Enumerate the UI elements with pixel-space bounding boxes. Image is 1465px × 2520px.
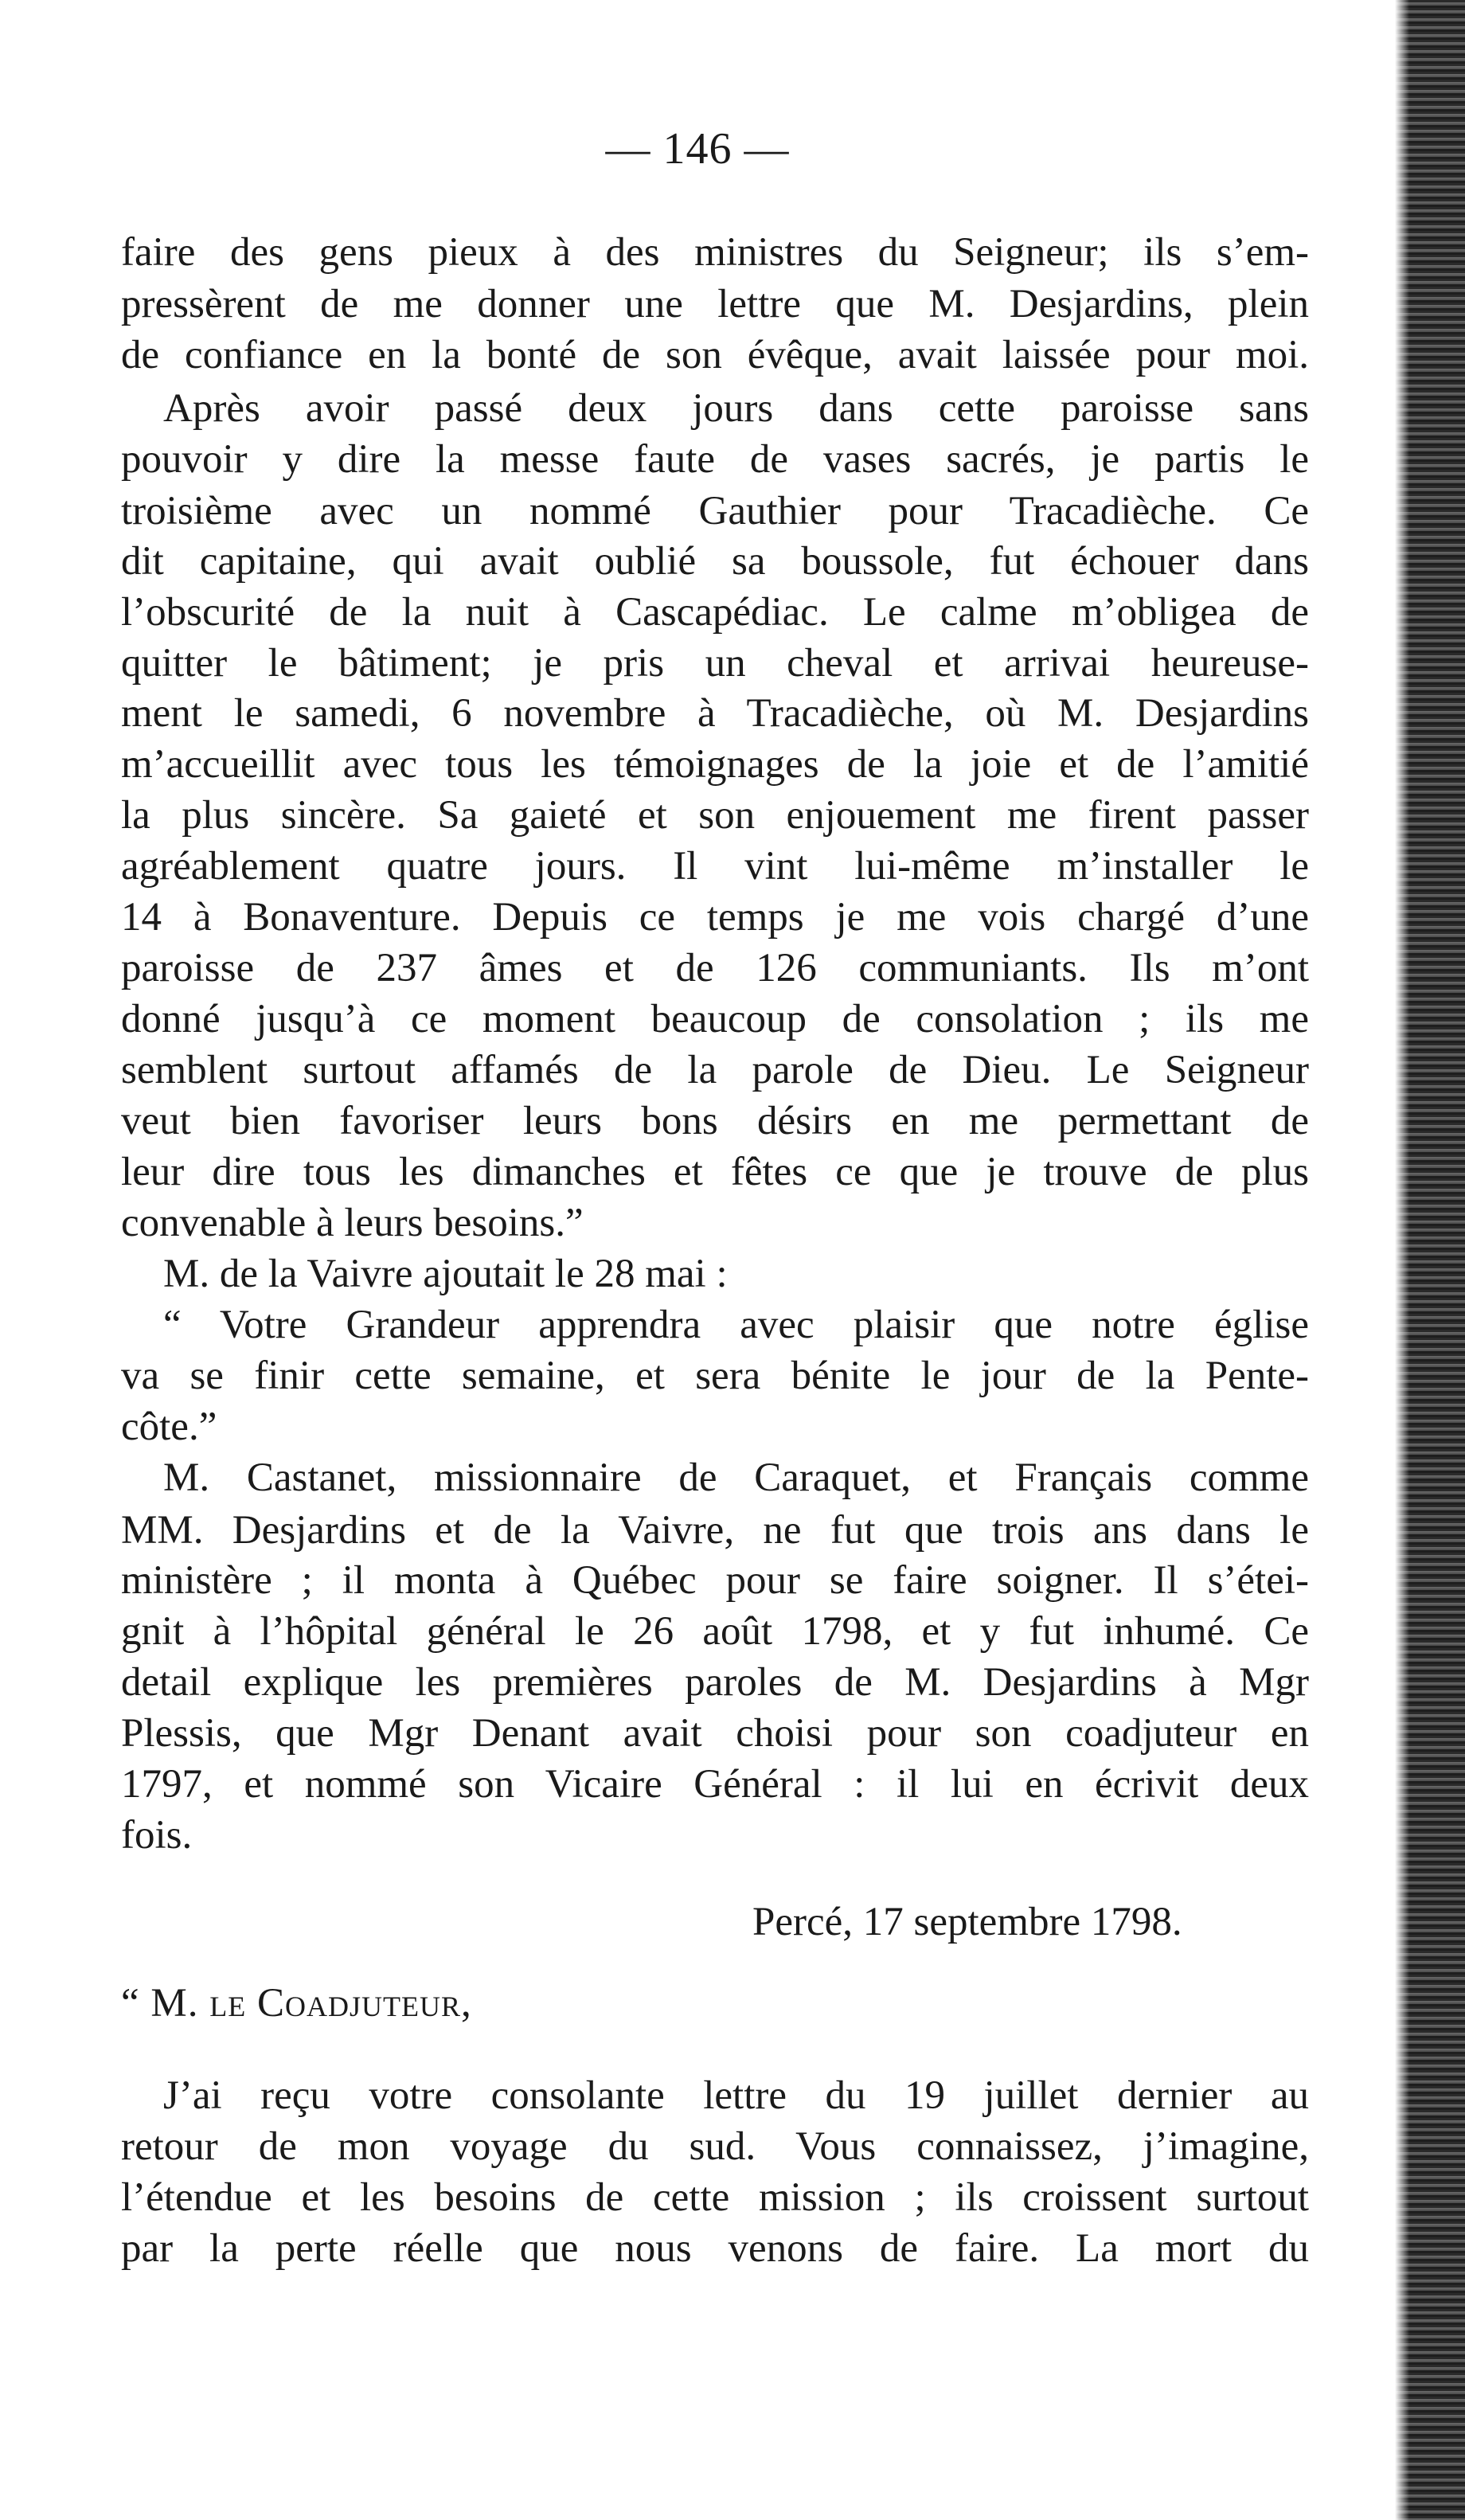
text-line: pouvoir y dire la messe faute de vases sacrés, je partis le xyxy=(121,437,1309,482)
text-line: la plus sincère. Sa gaieté et son enjouement me firent passer xyxy=(121,793,1309,838)
text-line: retour de mon voyage du sud. Vous connaissez, j’imagine, xyxy=(121,2124,1309,2169)
text-line: va se finir cette semaine, et sera bénite le jour de la Pente- xyxy=(121,1354,1309,1398)
text-line: gnit à l’hôpital général le 26 août 1798, et y fut inhumé. Ce xyxy=(121,1609,1309,1654)
text-line: de confiance en la bonté de son évêque, avait laissée pour moi. xyxy=(121,333,1309,377)
text-line: l’obscurité de la nuit à Cascapédiac. Le calme m’obligea de xyxy=(121,590,1309,635)
text-line: ment le samedi, 6 novembre à Tracadièche, où M. Desjardins xyxy=(121,691,1309,736)
text-line: MM. Desjardins et de la Vaivre, ne fut que trois ans dans le xyxy=(121,1508,1309,1553)
text-line: M. Castanet, missionnaire de Caraquet, et Français comme xyxy=(163,1455,1309,1500)
text-line: Après avoir passé deux jours dans cette paroisse sans xyxy=(163,386,1309,431)
text-line: l’étendue et les besoins de cette mission ; ils croissent surtout xyxy=(121,2175,1309,2220)
text-line: m’accueillit avec tous les témoignages de la joie et de l’amitié xyxy=(121,742,1309,787)
text-line: côte.” xyxy=(121,1405,217,1449)
text-line: donné jusqu’à ce moment beaucoup de consolation ; ils me xyxy=(121,997,1309,1041)
text-line: Percé, 17 septembre 1798. xyxy=(752,1900,1182,1944)
text-line: pressèrent de me donner une lettre que M. Desjardins, plein xyxy=(121,282,1309,326)
text-line: leur dire tous les dimanches et fêtes ce que je trouve de plus xyxy=(121,1150,1309,1194)
text-line: “ M. le Coadjuteur, xyxy=(121,1981,472,2026)
page-edge-shadow xyxy=(1395,0,1465,2520)
text-line: J’ai reçu votre consolante lettre du 19 juillet dernier au xyxy=(163,2073,1309,2118)
text-line: quitter le bâtiment; je pris un cheval et arrivai heureuse- xyxy=(121,641,1309,686)
text-line: faire des gens pieux à des ministres du Seigneur; ils s’em- xyxy=(121,230,1309,275)
text-line: M. de la Vaivre ajoutait le 28 mai : xyxy=(163,1252,728,1296)
text-line: semblent surtout affamés de la parole de Dieu. Le Seigneur xyxy=(121,1048,1309,1092)
text-line: dit capitaine, qui avait oublié sa boussole, fut échouer dans xyxy=(121,539,1309,584)
text-line: Plessis, que Mgr Denant avait choisi pour son coadjuteur en xyxy=(121,1711,1309,1756)
text-line: fois. xyxy=(121,1813,193,1858)
text-line: convenable à leurs besoins.” xyxy=(121,1201,584,1245)
text-line: ministère ; il monta à Québec pour se faire soigner. Il s’étei- xyxy=(121,1558,1309,1603)
page-number: — 146 — xyxy=(605,124,790,174)
text-line: “ Votre Grandeur apprendra avec plaisir que notre église xyxy=(163,1303,1309,1347)
text-line: paroisse de 237 âmes et de 126 communiants. Ils m’ont xyxy=(121,946,1309,990)
text-line: detail explique les premières paroles de M. Desjardins à Mgr xyxy=(121,1660,1309,1705)
text-line: 14 à Bonaventure. Depuis ce temps je me vois chargé d’une xyxy=(121,895,1309,940)
text-line: agréablement quatre jours. Il vint lui-même m’installer le xyxy=(121,844,1309,889)
text-line: 1797, et nommé son Vicaire Général : il lui en écrivit deux xyxy=(121,1762,1309,1807)
text-line: veut bien favoriser leurs bons désirs en me permettant de xyxy=(121,1099,1309,1143)
text-line: troisième avec un nommé Gauthier pour Tracadièche. Ce xyxy=(121,489,1309,533)
text-line: par la perte réelle que nous venons de faire. La mort du xyxy=(121,2226,1309,2271)
